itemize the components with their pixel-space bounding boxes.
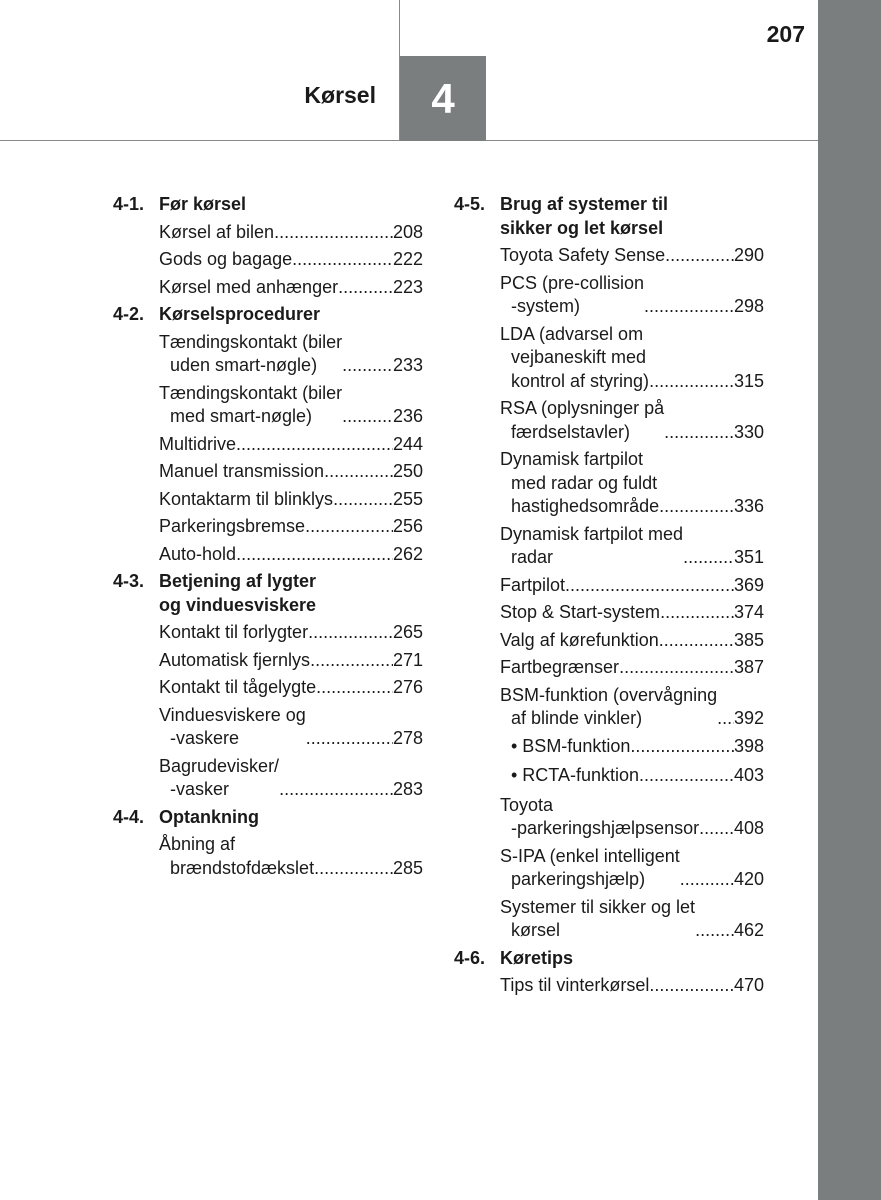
- toc-entry[interactable]: [500, 523, 764, 570]
- toc-entry[interactable]: [159, 276, 423, 300]
- dot-leader: [306, 727, 393, 751]
- entry-title-line: Fartpilot: [500, 574, 566, 595]
- toc-entry[interactable]: [159, 649, 423, 673]
- entry-title-line: -parkeringshjælpsensor: [511, 818, 700, 838]
- toc-entry[interactable]: [159, 488, 423, 512]
- section-title: [159, 806, 423, 830]
- toc-entry[interactable]: [159, 433, 423, 457]
- entry-title: [511, 764, 639, 788]
- entry-title: [500, 323, 649, 394]
- dot-leader: [316, 676, 393, 700]
- entry-title: [159, 488, 333, 512]
- toc-entry[interactable]: [159, 515, 423, 539]
- entry-title-line: • BSM-funktion: [511, 735, 631, 756]
- section-heading: [113, 806, 423, 830]
- entry-page-number: 283: [392, 779, 423, 799]
- section-heading: [113, 193, 423, 217]
- entry-title: [159, 755, 279, 802]
- dot-leader: [699, 817, 734, 841]
- entry-page-number: 244: [392, 433, 423, 454]
- entry-title-line: Toyota: [500, 794, 554, 815]
- entry-title-line: Tændingskontakt (biler: [159, 382, 343, 403]
- entry-title-line: Dynamisk fartpilot med: [500, 523, 684, 544]
- entry-title-line: Bagrudevisker/: [159, 755, 280, 776]
- entry-title-line: RSA (oplysninger på: [500, 398, 665, 418]
- entry-title-line: S-IPA (enkel intelligent: [500, 845, 680, 866]
- entry-page-number: 265: [392, 622, 423, 642]
- entry-page-number: 256: [392, 516, 423, 536]
- entry-title-line: Parkeringsbremse: [159, 516, 306, 536]
- entry-title-line: • RCTA-funktion: [511, 765, 640, 785]
- entry-page-number: 408: [733, 818, 764, 838]
- toc-section: [113, 193, 423, 299]
- chapter-title: Kørsel: [304, 82, 376, 108]
- section-number: 4-5.: [454, 194, 486, 214]
- entry-page-number: 236: [392, 406, 423, 426]
- entry-page-number: 223: [392, 276, 423, 297]
- section-number: 4-1.: [113, 194, 145, 214]
- toc-entry[interactable]: [500, 684, 764, 731]
- entry-title-line: Automatisk fjernlys: [159, 649, 311, 670]
- entry-page-number: 255: [392, 488, 423, 509]
- section-number: 4-3.: [113, 571, 145, 591]
- dot-leader: [649, 974, 734, 998]
- entry-title: [159, 460, 324, 484]
- dot-leader: [664, 421, 734, 445]
- entry-title: [511, 735, 630, 759]
- entry-title: [159, 649, 310, 673]
- toc-entry[interactable]: [159, 543, 423, 567]
- section-title-line: Optankning: [159, 806, 259, 827]
- entry-page-number: 298: [733, 296, 764, 316]
- toc-entry[interactable]: [500, 896, 764, 943]
- toc-section: [454, 193, 764, 943]
- toc-entry[interactable]: [159, 704, 423, 751]
- entry-title: [500, 684, 717, 731]
- entry-page-number: 385: [733, 629, 764, 650]
- entry-title: [500, 974, 649, 998]
- entry-title-line: -vaskere: [170, 728, 240, 748]
- toc-entry[interactable]: [159, 382, 423, 429]
- entry-title-line: med radar og fuldt: [511, 472, 658, 493]
- entry-title-line: Tændingskontakt (biler: [159, 331, 343, 352]
- entry-page-number: 470: [733, 975, 764, 995]
- toc-entry[interactable]: [500, 272, 764, 319]
- dot-leader: [236, 433, 393, 457]
- dot-leader: [683, 546, 734, 570]
- dot-leader: [644, 295, 734, 319]
- entry-title-line: Toyota Safety Sense: [500, 245, 666, 265]
- dot-leader: [305, 515, 393, 539]
- entry-title: [500, 896, 695, 943]
- entry-page-number: 290: [733, 245, 764, 265]
- entry-page-number: 222: [392, 249, 423, 269]
- dot-leader: [279, 778, 393, 802]
- entry-title-line: Auto-hold: [159, 543, 237, 564]
- entry-title-line: Fartbegrænser: [500, 657, 620, 677]
- entry-title-line: -vasker: [170, 779, 230, 799]
- section-title-line: Kørselsprocedurer: [159, 304, 321, 324]
- dot-leader: [649, 370, 734, 394]
- entry-title-line: Kontaktarm til blinklys: [159, 488, 334, 509]
- entry-title: [159, 543, 236, 567]
- entry-title: [159, 676, 316, 700]
- entry-title: [500, 574, 565, 598]
- dot-leader: [660, 601, 734, 625]
- toc-entry[interactable]: [159, 248, 423, 272]
- page-number: 207: [766, 21, 805, 47]
- dot-leader: [565, 574, 734, 598]
- dot-leader: [308, 621, 393, 645]
- entry-page-number: 462: [733, 920, 764, 940]
- entry-page-number: 374: [733, 602, 764, 622]
- toc-right-column: [454, 193, 764, 1002]
- toc-subentry[interactable]: [511, 735, 764, 759]
- entry-title-line: Systemer til sikker og let: [500, 896, 696, 917]
- dot-leader: [324, 460, 393, 484]
- entry-title-line: Åbning af: [159, 834, 236, 854]
- entry-title-line: vejbaneskift med: [511, 347, 647, 367]
- section-title-line: og vinduesviskere: [159, 594, 317, 615]
- toc-entry[interactable]: [500, 323, 764, 394]
- dot-leader: [619, 656, 734, 680]
- dot-leader: [333, 488, 393, 512]
- entry-title-line: Kontakt til tågelygte: [159, 677, 317, 697]
- dot-leader: [680, 868, 734, 892]
- entry-page-number: 392: [733, 708, 764, 728]
- dot-leader: [717, 707, 734, 731]
- toc-entry[interactable]: [500, 448, 764, 519]
- section-title-line: Før kørsel: [159, 194, 247, 214]
- entry-page-number: 262: [392, 543, 423, 564]
- dot-leader: [630, 735, 734, 759]
- entry-page-number: 276: [392, 677, 423, 697]
- entry-title-line: BSM-funktion (overvågning: [500, 684, 718, 705]
- entry-title-line: Multidrive: [159, 433, 237, 454]
- dot-leader: [659, 629, 734, 653]
- entry-page-number: 208: [392, 221, 423, 242]
- entry-title-line: Kørsel med anhænger: [159, 276, 339, 297]
- section-number: 4-6.: [454, 947, 486, 968]
- section-heading: [113, 570, 423, 617]
- dot-leader: [342, 405, 393, 429]
- dot-leader: [338, 276, 393, 300]
- entry-title-line: uden smart-nøgle): [170, 355, 318, 375]
- entry-page-number: 233: [392, 355, 423, 375]
- section-title: [500, 947, 764, 971]
- entry-page-number: 398: [733, 735, 764, 756]
- entry-title-line: Manuel transmission: [159, 461, 325, 481]
- dot-leader: [659, 495, 734, 519]
- toc-entry[interactable]: [159, 676, 423, 700]
- toc-entry[interactable]: [159, 331, 423, 378]
- toc-entry[interactable]: [159, 221, 423, 245]
- section-title-line: sikker og let kørsel: [500, 217, 664, 238]
- entry-title: [500, 397, 664, 444]
- chapter-number: 4: [431, 74, 455, 122]
- entry-title: [500, 794, 699, 841]
- dot-leader: [236, 543, 393, 567]
- entry-title-line: færdselstavler): [511, 421, 631, 442]
- dot-leader: [639, 764, 734, 788]
- entry-page-number: 369: [733, 574, 764, 595]
- entry-title-line: med smart-nøgle): [170, 406, 313, 426]
- entry-title: [159, 382, 342, 429]
- entry-title: [500, 448, 659, 519]
- chapter-number-box: [400, 56, 486, 141]
- entry-title-line: Vinduesviskere og: [159, 704, 306, 725]
- entry-title-line: radar: [511, 547, 554, 567]
- entry-title-line: kontrol af styring): [511, 370, 650, 391]
- entry-title-line: kørsel: [511, 920, 560, 940]
- entry-title: [159, 331, 342, 378]
- toc-entry[interactable]: [500, 974, 764, 998]
- toc-entry[interactable]: [159, 755, 423, 802]
- entry-title: [500, 244, 665, 268]
- toc-section: [113, 303, 423, 566]
- toc-entry[interactable]: [500, 601, 764, 625]
- dot-leader: [695, 919, 734, 943]
- entry-title-line: Kørsel af bilen: [159, 221, 275, 242]
- section-title: [159, 193, 423, 217]
- entry-title: [159, 276, 338, 300]
- toc-left-column: [113, 193, 423, 884]
- toc-entry[interactable]: [500, 794, 764, 841]
- entry-title: [159, 515, 305, 539]
- entry-title-line: Dynamisk fartpilot: [500, 449, 644, 469]
- entry-title: [500, 629, 659, 653]
- entry-title: [500, 656, 619, 680]
- dot-leader: [342, 354, 393, 378]
- entry-title-line: LDA (advarsel om: [500, 323, 644, 344]
- entry-title: [500, 845, 680, 892]
- entry-title: [500, 601, 660, 625]
- entry-title: [500, 272, 644, 319]
- section-number: 4-2.: [113, 304, 145, 324]
- entry-page-number: 336: [733, 496, 764, 516]
- toc-section: [113, 570, 423, 802]
- entry-title: [159, 248, 292, 272]
- chapter-side-tab: [818, 0, 881, 1200]
- entry-title-line: PCS (pre-collision: [500, 272, 645, 293]
- entry-page-number: 278: [392, 728, 423, 748]
- section-heading: [113, 303, 423, 327]
- entry-title-line: -system): [511, 296, 580, 316]
- entry-title: [159, 221, 274, 245]
- entry-title: [159, 833, 314, 880]
- section-title-line: Brug af systemer til: [500, 194, 669, 214]
- toc-entry[interactable]: [159, 460, 423, 484]
- toc-section: [454, 947, 764, 998]
- section-title-line: Køretips: [500, 947, 574, 968]
- entry-title: [159, 621, 308, 645]
- section-number: 4-4.: [113, 806, 145, 827]
- toc-entry[interactable]: [500, 629, 764, 653]
- entry-title-line: Kontakt til forlygter: [159, 622, 309, 642]
- entry-title-line: Gods og bagage: [159, 249, 293, 269]
- entry-title-line: Valg af kørefunktion: [500, 629, 659, 650]
- toc-entry[interactable]: [159, 833, 423, 880]
- entry-title-line: brændstofdækslet: [170, 857, 315, 878]
- section-title: [159, 303, 423, 327]
- section-title-line: Betjening af lygter: [159, 571, 317, 591]
- entry-page-number: 387: [733, 657, 764, 677]
- section-title: [159, 570, 423, 617]
- dot-leader: [292, 248, 393, 272]
- entry-title: [159, 704, 306, 751]
- toc-section: [113, 806, 423, 881]
- entry-title-line: Stop & Start-system: [500, 602, 661, 622]
- dot-leader: [310, 649, 393, 673]
- dot-leader: [274, 221, 393, 245]
- entry-title: [500, 523, 683, 570]
- toc-entry[interactable]: [500, 397, 764, 444]
- entry-title-line: parkeringshjælp): [511, 869, 646, 889]
- section-heading: [454, 947, 764, 971]
- dot-leader: [665, 244, 734, 268]
- entry-title-line: hastighedsområde: [511, 496, 660, 516]
- toc-entry[interactable]: [500, 244, 764, 268]
- entry-page-number: 315: [733, 370, 764, 391]
- entry-page-number: 250: [392, 461, 423, 481]
- entry-title-line: Tips til vinterkørsel: [500, 975, 650, 995]
- entry-page-number: 285: [392, 857, 423, 878]
- toc-entry[interactable]: [500, 845, 764, 892]
- entry-page-number: 403: [733, 765, 764, 785]
- entry-title-line: af blinde vinkler): [511, 708, 643, 728]
- entry-page-number: 420: [733, 869, 764, 889]
- entry-title: [159, 433, 236, 457]
- toc-entry[interactable]: [159, 621, 423, 645]
- entry-page-number: 351: [733, 547, 764, 567]
- toc-entry[interactable]: [500, 574, 764, 598]
- section-heading: [454, 193, 764, 240]
- dot-leader: [314, 857, 393, 881]
- entry-page-number: 271: [392, 649, 423, 670]
- toc-entry[interactable]: [500, 656, 764, 680]
- entry-page-number: 330: [733, 421, 764, 442]
- toc-subentry[interactable]: [511, 764, 764, 788]
- section-title: [500, 193, 764, 240]
